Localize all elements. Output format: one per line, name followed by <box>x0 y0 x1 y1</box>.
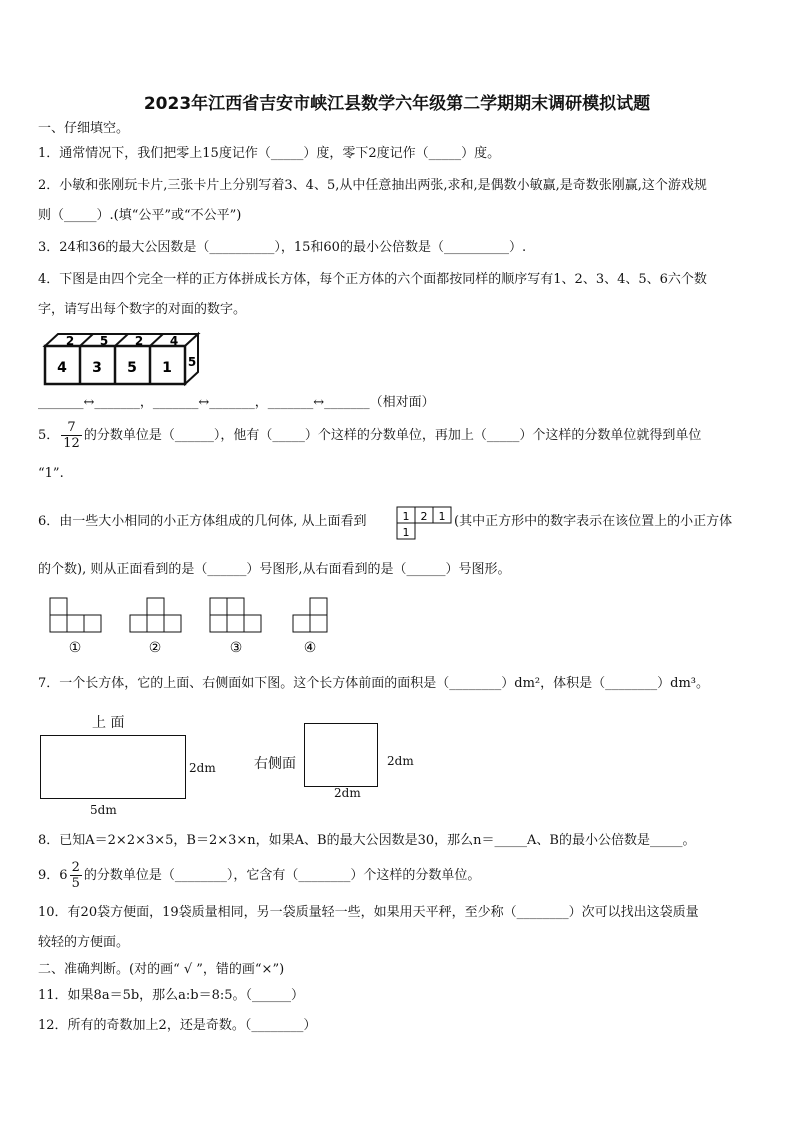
question-5 <box>38 420 701 451</box>
side-face-height: 2dm <box>387 754 414 768</box>
option-label: ④ <box>303 640 317 656</box>
question-9-text: 的分数单位是（________），它含有（________）个这样的分数单位。 <box>83 868 481 883</box>
question-6-line-1b: (其中正方形中的数字表示在该位置上的小正方体 <box>454 514 733 529</box>
section-heading-fill-blank: 一、仔细填空。 <box>38 121 130 136</box>
question-1: 1．通常情况下，我们把零上15度记作（_____）度，零下2度记作（_____）度。 <box>38 146 501 161</box>
question-11: 11．如果8a＝5b，那么a:b＝8:5。（______） <box>38 988 305 1003</box>
question-8: 8．已知A＝2×2×3×5，B＝2×3×n，如果A、B的最大公因数是30，那么n＝_____A、B的最小公倍数是_____。 <box>38 833 696 848</box>
side-face-width: 2dm <box>334 786 361 800</box>
question-6-line-2: 的个数), 则从正面看到的是（______）号图形,从右面看到的是（______）号图形。 <box>38 562 511 577</box>
view-options-figure <box>40 596 340 658</box>
question-9 <box>38 860 480 891</box>
question-2-line-1: 2．小敏和张刚玩卡片,三张卡片上分别写着3、4、5,从中任意抽出两张,求和,是偶数小敏赢,是奇数张刚赢,这个游戏规 <box>38 178 707 193</box>
mixed-number-whole: 6 <box>59 868 68 883</box>
top-face-rectangle <box>40 735 186 799</box>
question-10-line-1: 10．有20袋方便面，19袋质量相同，另一袋质量轻一些，如果用天平秤，至少称（________）次可以找出这袋质量 <box>38 905 699 920</box>
question-6-line-1a: 6．由一些大小相同的小正方体组成的几何体, 从上面看到 <box>38 514 367 529</box>
side-face-rectangle <box>304 723 378 787</box>
fraction-2-5: $\frac{2}{5}$ <box>71 860 80 891</box>
top-face-width: 5dm <box>90 803 117 817</box>
question-10-line-2: 较轻的方便面。 <box>38 935 130 950</box>
question-5-number: 5． <box>38 428 60 443</box>
cube-top-label: 5 <box>99 334 109 348</box>
question-7: 7．一个长方体，它的上面、右侧面如下图。这个长方体前面的面积是（________）dm²，体积是（________）dm³。 <box>38 676 709 691</box>
grid-count: 2 <box>420 510 428 523</box>
question-4-line-1: 4．下图是由四个完全一样的正方体拼成长方体，每个正方体的六个面都按同样的顺序写有1、2、3、4、5、6六个数 <box>38 272 707 287</box>
cube-top-label: 2 <box>134 334 144 348</box>
cube-front-label: 5 <box>127 360 137 376</box>
grid-count: 1 <box>402 510 410 523</box>
cube-side-label: 5 <box>187 355 197 369</box>
question-3: 3．24和36的最大公因数是（__________），15和60的最小公倍数是（__________）. <box>38 240 527 255</box>
fraction-7-12: $\frac{7}{12}$ <box>63 420 80 451</box>
option-label: ② <box>148 640 162 656</box>
question-2-line-2: 则（_____）.(填“公平”或“不公平”) <box>38 208 242 223</box>
section-heading-judge: 二、准确判断。(对的画“ √ ”，错的画“×”) <box>38 962 285 977</box>
grid-count: 1 <box>402 526 410 539</box>
page-title: 2023年江西省吉安市峡江县数学六年级第二学期期末调研模拟试题 <box>143 94 651 114</box>
cuboid-figure <box>40 330 205 388</box>
question-5-line-2: “1”. <box>38 466 64 481</box>
cube-front-label: 1 <box>162 360 172 376</box>
question-9-number: 9． <box>38 868 60 883</box>
option-label: ① <box>68 640 82 656</box>
cube-front-label: 4 <box>57 360 67 376</box>
question-4-answer: _______↔_______，_______↔_______，_______↔_______（相对面） <box>38 395 435 410</box>
side-face-label: 右侧面 <box>254 756 296 772</box>
question-5-text: 的分数单位是（______），他有（_____）个这样的分数单位，再加上（_____）个这样的分数单位就得到单位 <box>83 428 702 443</box>
option-label: ③ <box>229 640 243 656</box>
question-4-line-2: 字，请写出每个数字的对面的数字。 <box>38 302 247 317</box>
cube-top-label: 2 <box>65 334 75 348</box>
question-12: 12．所有的奇数加上2，还是奇数。（________） <box>38 1018 317 1033</box>
cube-top-label: 4 <box>169 334 179 348</box>
grid-count: 1 <box>438 510 446 523</box>
top-view-grid <box>395 505 455 545</box>
cube-front-label: 3 <box>92 360 102 376</box>
top-face-label: 上 面 <box>92 715 125 731</box>
top-face-height: 2dm <box>189 761 216 775</box>
